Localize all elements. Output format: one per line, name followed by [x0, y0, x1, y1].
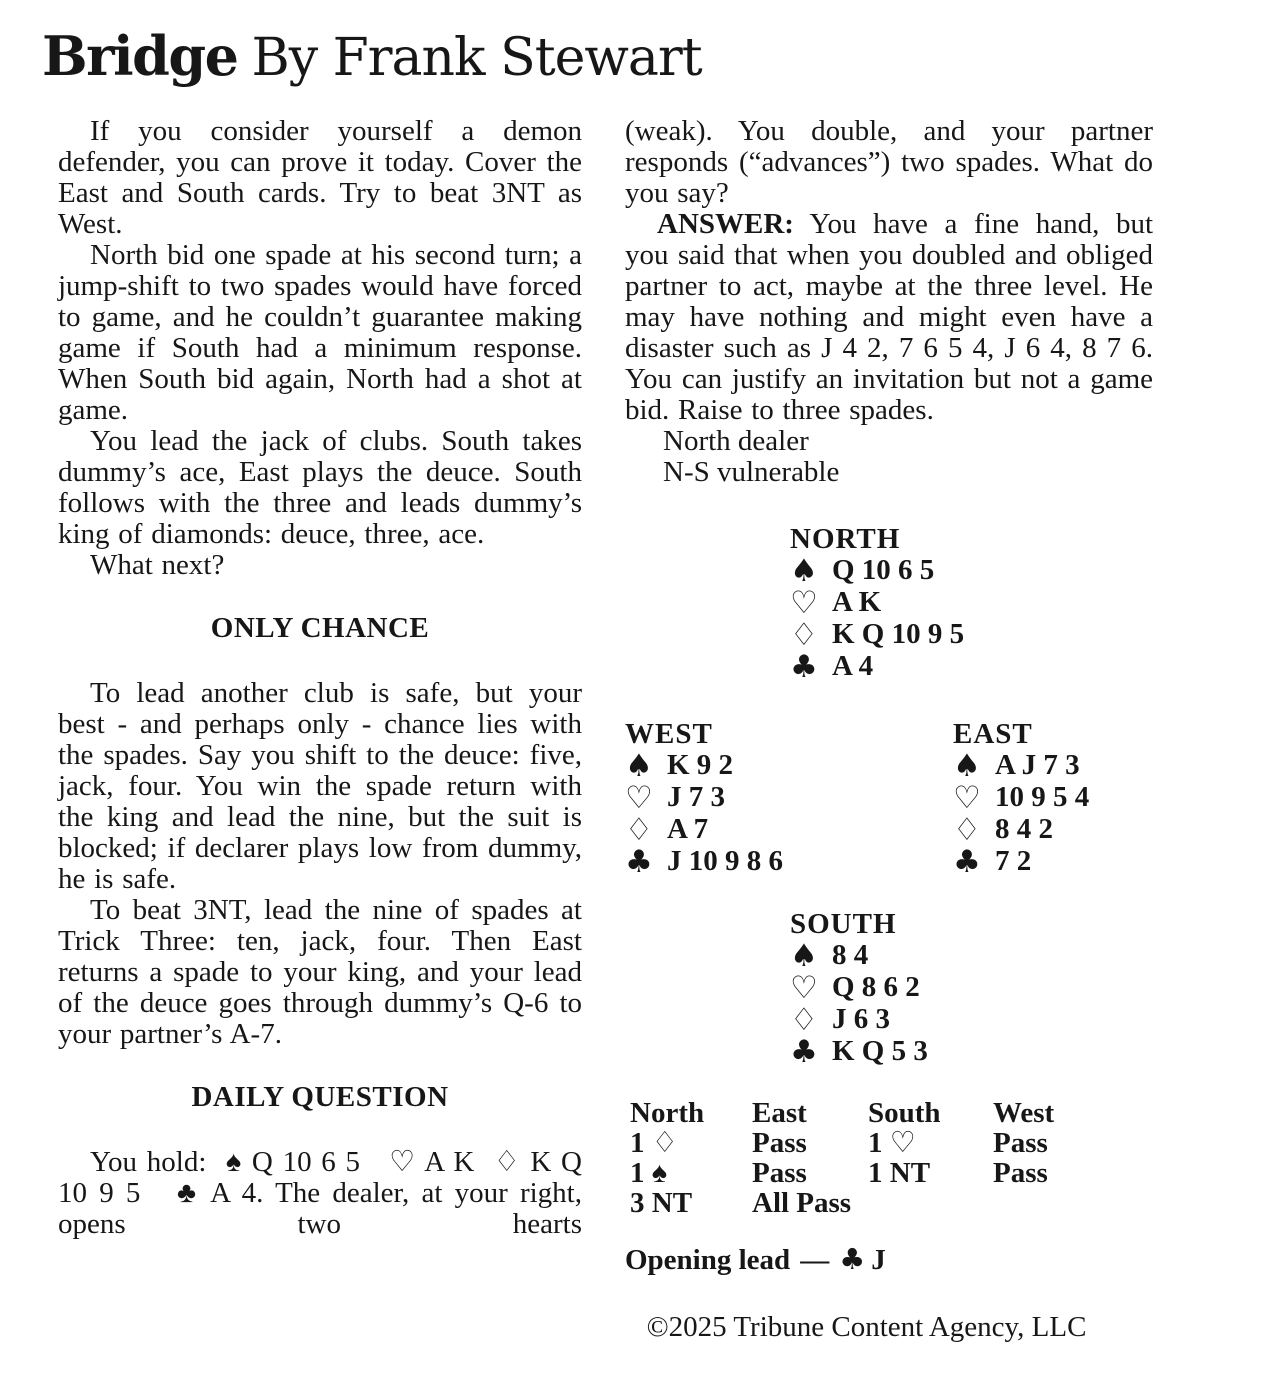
opening-lead-card: J	[871, 1244, 886, 1276]
paragraph-intro: If you consider yourself a demon defender, you can prove it today. Cover the East and South cards. Try to beat 3NT as West.	[58, 115, 582, 240]
cards: 7 2	[995, 845, 1032, 877]
bidding-header-east: East	[752, 1097, 807, 1129]
cards: Q 10 6 5	[832, 554, 935, 586]
diamond-icon: ♢	[625, 812, 653, 848]
paragraph-question-continued: (weak). You double, and your partner responds (“advances”) two spades. What do you say?	[625, 115, 1153, 209]
bid: Pass	[752, 1127, 807, 1159]
north-hearts-line	[790, 587, 1153, 619]
opening-lead-line	[625, 1244, 1153, 1276]
east-label: EAST	[953, 718, 1033, 750]
bid	[868, 1188, 993, 1218]
cards: 10 9 5 4	[995, 781, 1090, 813]
bidding-header-west: West	[993, 1097, 1055, 1129]
west-diamonds-line	[625, 814, 953, 846]
paragraph-play-story: You lead the jack of clubs. South takes dummy’s ace, East plays the deuce. South follows with the three and leads dummy’s king of diamonds: deuce, three, ace.	[58, 425, 582, 550]
cards: J 10 9 8 6	[667, 845, 783, 877]
spade-icon: ♠	[625, 748, 653, 784]
club-icon: ♣	[790, 1034, 818, 1070]
west-hand	[625, 719, 953, 878]
heart-icon: ♡	[625, 780, 653, 816]
column-byline: By Frank Stewart	[251, 28, 702, 88]
paragraph-only-chance-1: To lead another club is safe, but your best - and perhaps only - chance lies with the spades. Say you shift to the deuce: five, jack, four. You win the spade return with the king and lead the nine, but the suit is blocked; if declarer plays low from dummy, he is safe.	[58, 677, 582, 895]
section-heading-only-chance: ONLY CHANCE	[210, 612, 430, 644]
paragraph-answer	[625, 209, 1153, 426]
bid: All Pass	[752, 1187, 852, 1219]
north-diamonds-line	[790, 619, 1153, 651]
east-hand	[953, 719, 1089, 878]
spade-icon: ♠	[790, 938, 818, 974]
bid	[993, 1188, 1153, 1218]
west-east-row	[625, 719, 1153, 878]
east-hearts-line	[953, 782, 1089, 814]
south-clubs-line	[790, 1036, 1153, 1068]
answer-text: You have a fine hand, but you said that when you doubled and obliged partner to act, maybe at the three level. He may have nothing and might even have a disaster such as J 4 2, 7 6 5 4, J 6 4, 8 7 6. You can justify an invitation but not a game bid. Raise to three spades.	[625, 208, 1153, 426]
paragraph-only-chance-2: To beat 3NT, lead the nine of spades at Trick Three: ten, jack, four. Then East returns a spade to your king, and your lead of the deuce goes through dummy’s Q-6 to your partner’s A-7.	[58, 894, 582, 1050]
diamond-icon: ♢	[953, 812, 981, 848]
paragraph-auction-story: North bid one spade at his second turn; a jump-shift to two spades would have forced to game, and he couldn’t guarantee making game if South had a minimum response. When South bid again, North had a shot at game.	[58, 239, 582, 426]
heart-icon: ♡	[953, 780, 981, 816]
bid: 3 NT	[630, 1187, 693, 1219]
cards: J 6 3	[832, 1003, 890, 1035]
bidding-header-south: South	[868, 1097, 941, 1129]
cards: 8 4	[832, 939, 869, 971]
right-column	[625, 116, 1153, 1343]
cards: A 7	[667, 813, 709, 845]
paragraph-what-next: What next?	[90, 549, 225, 581]
south-hand	[790, 909, 1153, 1068]
bid: 1 ♢	[630, 1127, 678, 1159]
paragraph-you-hold: You hold: ♠ Q 10 6 5 ♡ A K ♢ K Q 10 9 5 ♣ A 4. The dealer, at your right, opens two hearts	[58, 1146, 582, 1240]
cards: A J 7 3	[995, 749, 1080, 781]
cards: K 9 2	[667, 749, 734, 781]
west-clubs-line	[625, 846, 953, 878]
south-hearts-line	[790, 972, 1153, 1004]
spade-icon: ♠	[953, 748, 981, 784]
bid: 1 ♡	[868, 1127, 916, 1159]
cards: K Q 10 9 5	[832, 618, 965, 650]
south-spades-line	[790, 940, 1153, 972]
west-label: WEST	[625, 718, 713, 750]
club-icon: ♣	[953, 844, 981, 880]
east-clubs-line	[953, 846, 1089, 878]
club-icon: ♣	[839, 1242, 866, 1276]
diamond-icon: ♢	[790, 617, 818, 653]
bid: Pass	[993, 1157, 1048, 1189]
east-diamonds-line	[953, 814, 1089, 846]
vulnerable-line: N-S vulnerable	[663, 456, 840, 488]
east-spades-line	[953, 750, 1089, 782]
em-dash: —	[800, 1244, 830, 1276]
cards: 8 4 2	[995, 813, 1053, 845]
dealer-line: North dealer	[663, 425, 809, 457]
column-title: Bridge	[42, 24, 238, 88]
north-clubs-line	[790, 651, 1153, 683]
deal-diagram	[625, 524, 1153, 1068]
south-diamonds-line	[790, 1004, 1153, 1036]
opening-lead-label: Opening lead	[625, 1244, 791, 1276]
diamond-icon: ♢	[790, 1002, 818, 1038]
spade-icon: ♠	[790, 553, 818, 589]
bid: Pass	[993, 1127, 1048, 1159]
left-column	[58, 116, 582, 1240]
north-label: NORTH	[790, 523, 901, 555]
west-hearts-line	[625, 782, 953, 814]
cards: A 4	[832, 650, 874, 682]
heart-icon: ♡	[790, 585, 818, 621]
bid: Pass	[752, 1157, 807, 1189]
bid: 1 NT	[868, 1157, 931, 1189]
club-icon: ♣	[625, 844, 653, 880]
cards: K Q 5 3	[832, 1035, 928, 1067]
north-spades-line	[790, 555, 1153, 587]
club-icon: ♣	[790, 649, 818, 685]
masthead	[42, 24, 702, 88]
bid: 1 ♠	[630, 1157, 668, 1189]
cards: A K	[832, 586, 882, 618]
west-spades-line	[625, 750, 953, 782]
north-hand	[790, 524, 1153, 683]
answer-label: ANSWER:	[657, 208, 794, 240]
bidding-header-north: North	[630, 1097, 705, 1129]
heart-icon: ♡	[790, 970, 818, 1006]
bidding-table	[625, 1098, 1153, 1218]
section-heading-daily-question: DAILY QUESTION	[191, 1081, 449, 1113]
cards: J 7 3	[667, 781, 725, 813]
south-label: SOUTH	[790, 908, 897, 940]
cards: Q 8 6 2	[832, 971, 920, 1003]
copyright-line: ©2025 Tribune Content Agency, LLC	[646, 1311, 1087, 1343]
